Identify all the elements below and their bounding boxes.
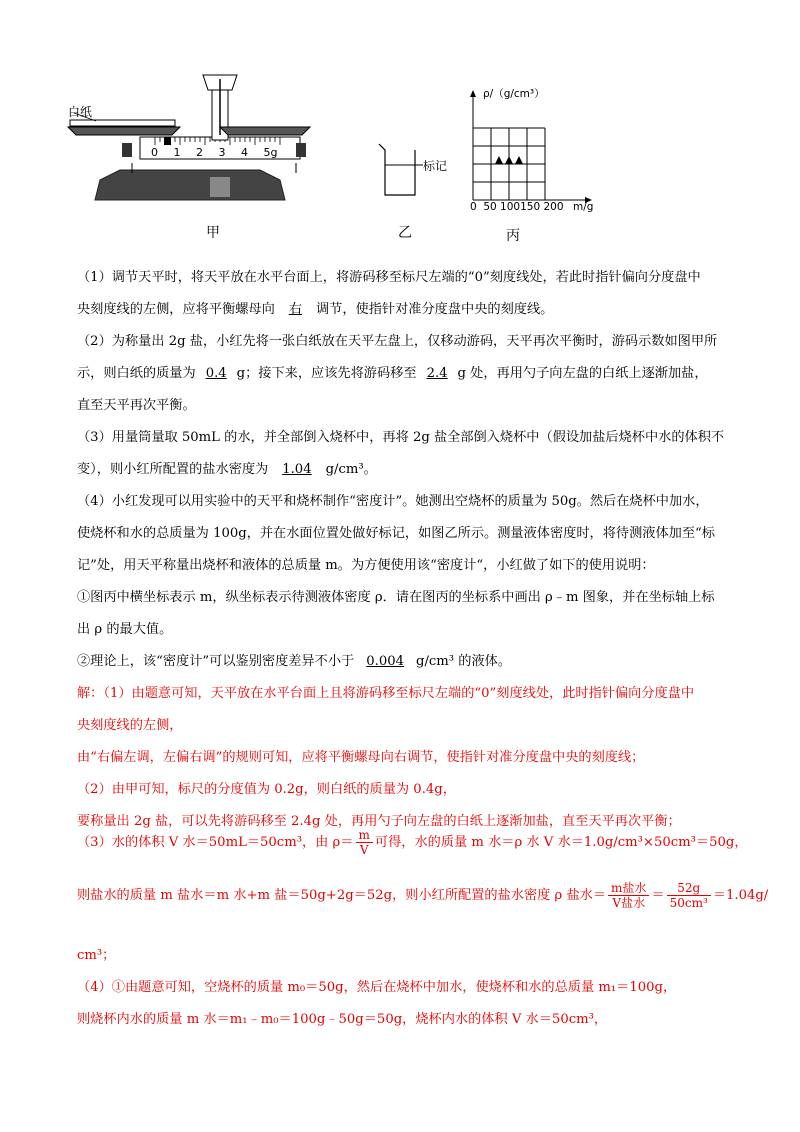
q1-line2: 央刻度线的左侧，应将平衡螺母向 右 调节，使指针对准分度盘中央的刻度线。 — [77, 302, 554, 317]
fraction-m-over-v: $\frac{m}{V}$ — [356, 828, 373, 857]
q2-answer1: 0.4 — [205, 366, 227, 381]
q4-answer: 0.004 — [366, 654, 404, 669]
sol3-line3: cm³； — [77, 948, 116, 963]
white-paper-label: 白纸 — [68, 105, 93, 119]
q4-line1: （4）小红发现可以用实验中的天平和烧杯制作“密度计”。她测出空烧杯的质量为 50g。然后在烧杯中加水， — [77, 494, 709, 509]
q3-answer: 1.04 — [282, 462, 312, 477]
q1-line1: （1）调节天平时，将天平放在水平台面上，将游码移至标尺左端的“0”刻度线处，若此时指针偏向分度盘中 — [77, 270, 701, 285]
fraction-values: $\frac{52g}{\text{50cm³}}$ — [667, 881, 711, 910]
sol3-line2: 则盐水的质量 m 盐水＝m 水+m 盐＝50g+2g＝52g，则小红所配置的盐水密度 ρ 盐水＝ $\frac{\text{m盐水}}{\text{V盐水}}$ ＝ $\frac{52g}{\text{50cm³}}$ ＝1.04g/ — [77, 881, 769, 910]
rider — [164, 137, 171, 145]
caption-bing: 丙 — [506, 228, 520, 244]
sol2-line2: 要称量出 2g 盐，可以先将游码移至 2.4g 处，再用勺子向左盘的白纸上逐渐加盐，直至天平再次平衡； — [77, 814, 681, 829]
q3-line2: 变），则小红所配置的盐水密度为 1.04 g/cm³。 — [77, 462, 377, 477]
graph-xlabel: m/g — [573, 201, 594, 213]
sol4-line1: （4）①由题意可知，空烧杯的质量 m₀＝50g，然后在烧杯中加水，使烧杯和水的总质量 m₁＝100g， — [77, 980, 677, 995]
q4-line5: 出 ρ 的最大值。 — [77, 622, 173, 637]
q2-answer2: 2.4 — [426, 366, 448, 381]
q2-line2: 示，则白纸的质量为 0.4 g；接下来，应该先将游码移至 2.4 g 处，再用勺子向左盘的白纸上逐渐加盐， — [77, 366, 708, 381]
q2-line1: （2）为称量出 2g 盐，小红先将一张白纸放在天平左盘上，仅移动游码，天平再次平衡时，游码示数如图甲所 — [77, 334, 718, 349]
q4-line3: 记”处，用天平称量出烧杯和液体的总质量 m。为方便使用该“密度计“，小红做了如下的使用说明： — [77, 558, 655, 573]
white-paper — [70, 120, 175, 126]
caption-yi: 乙 — [398, 225, 412, 241]
sol1-line3: 由“右偏左调，左偏右调”的规则可知，应将平衡螺母向右调节，使指针对准分度盘中央的刻度线； — [77, 750, 645, 765]
caption-jia: 甲 — [206, 225, 220, 241]
beaker-mark-label: 标记 — [423, 159, 448, 173]
q3-line1: （3）用量筒量取 50mL 的水，并全部倒入烧杯中，再将 2g 盐全部倒入烧杯中（假设加盐后烧杯中水的体积不 — [77, 430, 725, 445]
beaker-figure — [375, 140, 425, 200]
sol3-line1: （3）水的体积 V 水＝50mL＝50cm³，由 ρ＝ $\frac{m}{V}$ 可得，水的质量 m 水＝ρ 水 V 水＝1.0g/cm³×50cm³＝50g， — [77, 828, 748, 857]
graph-xticks: 0 50 100150 200 — [470, 201, 564, 213]
sol2-line1: （2）由甲可知，标尺的分度值为 0.2g，则白纸的质量为 0.4g， — [77, 782, 456, 797]
density-graph — [465, 88, 605, 210]
q2-line3: 直至天平再次平衡。 — [77, 398, 196, 413]
q4-line2: 使烧杯和水的总质量为 100g，并在水面位置处做好标记，如图乙所示。测量液体密度时，将待测液体加至“标 — [77, 526, 715, 541]
sol4-line2: 则烧杯内水的质量 m 水＝m₁﹣m₀＝100g﹣50g＝50g，烧杯内水的体积 V 水＝50cm³， — [77, 1012, 608, 1027]
q4-line4: ①图丙中横坐标表示 m，纵坐标表示待测液体密度 ρ．请在图丙的坐标系中画出 ρ﹣m 图象，并在坐标轴上标 — [77, 590, 715, 605]
balance-figure — [60, 65, 320, 215]
sol1-line2: 央刻度线的左侧， — [77, 718, 183, 733]
fraction-brine: $\frac{\text{m盐水}}{\text{V盐水}}$ — [608, 881, 649, 910]
graph-ylabel: ρ/（g/cm³） — [483, 88, 545, 100]
sol1-line1: 解：（1）由题意可知，天平放在水平台面上且将游码移至标尺左端的“0”刻度线处，此时指针偏向分度盘中 — [77, 686, 695, 701]
q1-answer: 右 — [288, 302, 302, 317]
scale-ticks: 0 1 2 3 4 5g — [151, 146, 278, 159]
q4-line6: ②理论上，该“密度计”可以鉴别密度差异不小于 0.004 g/cm³ 的液体。 — [77, 654, 512, 669]
